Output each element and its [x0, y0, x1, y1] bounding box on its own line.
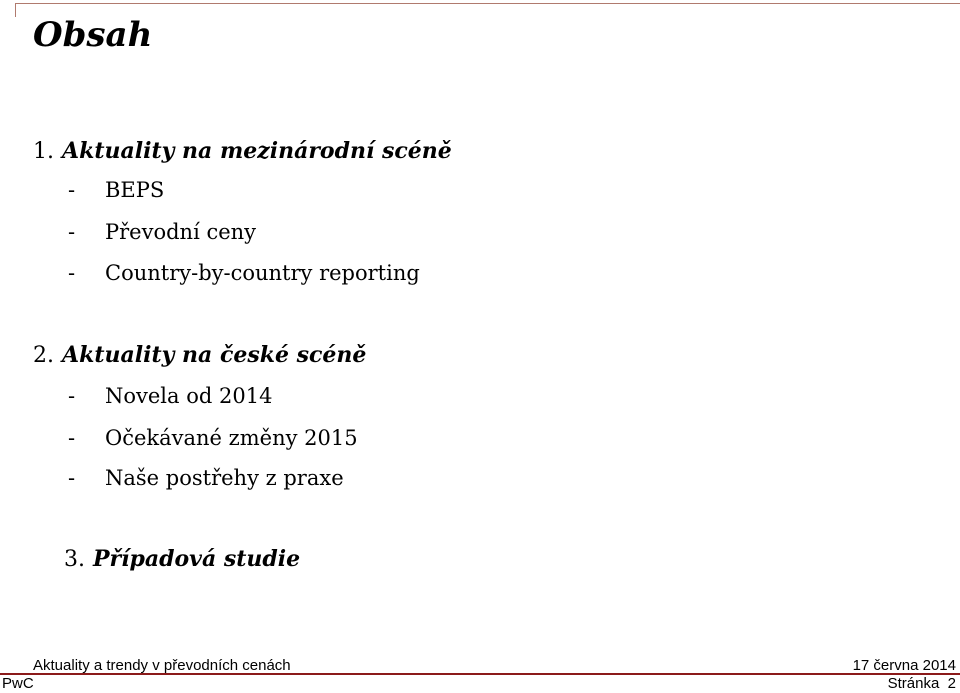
section-2-title: Aktuality na české scéně: [62, 342, 367, 368]
list-item-label: BEPS: [105, 178, 165, 202]
list-dash: -: [68, 426, 76, 450]
list-dash: -: [68, 384, 76, 408]
list-item: [68, 424, 358, 452]
list-dash: -: [68, 261, 76, 285]
slide-frame-top: [15, 3, 960, 4]
list-item: [68, 176, 164, 204]
list-item-label: Novela od 2014: [105, 384, 273, 408]
list-item: [68, 464, 344, 492]
section-1-number: 1.: [33, 139, 54, 164]
list-item-label: Převodní ceny: [105, 220, 257, 244]
footer-presentation-title: Aktuality a trendy v převodních cenách: [33, 657, 291, 674]
list-item-label: Naše postřehy z praxe: [105, 466, 344, 490]
section-2-heading: [33, 341, 366, 370]
section-3-number: 3.: [64, 547, 85, 572]
list-item: [68, 382, 272, 410]
list-item: [68, 259, 420, 287]
list-item-label: Country-by-country reporting: [105, 261, 420, 285]
list-item-label: Očekávané změny 2015: [105, 426, 358, 450]
footer-date: 17 června 2014: [852, 657, 956, 674]
footer-rule: [0, 673, 960, 675]
footer-page-number: Stránka 2: [887, 675, 956, 692]
footer-company: PwC: [2, 675, 34, 692]
list-dash: -: [68, 178, 76, 202]
section-3-heading: [64, 545, 300, 574]
section-1-title: Aktuality na mezinárodní scéně: [62, 138, 452, 164]
section-1-heading: [33, 137, 452, 166]
list-dash: -: [68, 220, 76, 244]
section-2-number: 2.: [33, 343, 54, 368]
slide-frame-left: [15, 3, 16, 17]
list-dash: -: [68, 466, 76, 490]
list-item: [68, 218, 256, 246]
slide-title: Obsah: [33, 15, 153, 55]
section-3-title: Případová studie: [93, 546, 301, 572]
